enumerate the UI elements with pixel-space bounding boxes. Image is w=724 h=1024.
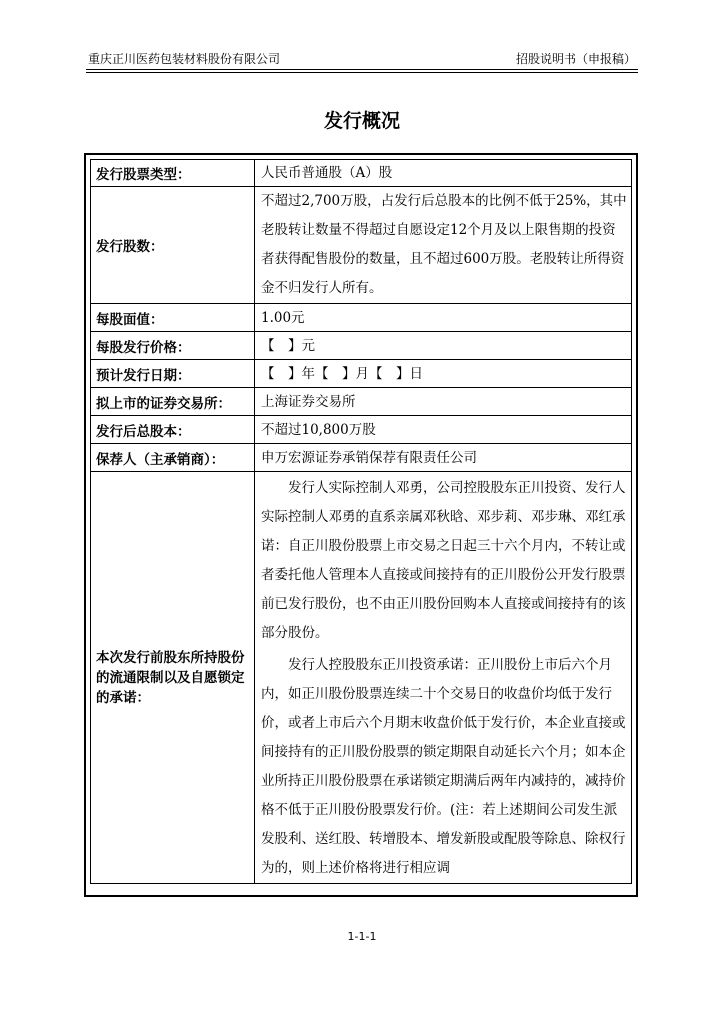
table-row (91, 388, 632, 416)
value-par-value: 1.00元 (255, 304, 632, 332)
header-rule-top (86, 69, 638, 70)
value-total-shares: 不超过10,800万股 (255, 416, 632, 444)
label-par-value: 每股面值： (91, 304, 255, 332)
label-issue-date: 预计发行日期： (91, 360, 255, 388)
value-stock-type: 人民币普通股（A）股 (255, 160, 632, 187)
label-lockup-commitment: 本次发行前股东所持股份的流通限制以及自愿锁定的承诺： (91, 472, 255, 884)
value-share-count: 不超过2,700万股，占发行后总股本的比例不低于25%，其中老股转让数量不得超过自愿设定12个月及以上限售期的投资者获得配售股份的数量，且不超过600万股。老股转让所得资金不归发行人所有。 (255, 187, 632, 304)
value-issue-price: 【 】元 (255, 332, 632, 360)
label-total-shares: 发行后总股本： (91, 416, 255, 444)
header-company-name: 重庆正川医药包装材料股份有限公司 (88, 52, 281, 66)
table-row (91, 472, 632, 884)
table-row (91, 160, 632, 187)
header-rule-bottom (86, 72, 638, 73)
offering-summary-table (90, 159, 632, 884)
label-stock-exchange: 拟上市的证券交易所： (91, 388, 255, 416)
table-row (91, 304, 632, 332)
label-issue-price: 每股发行价格： (91, 332, 255, 360)
header-document-type: 招股说明书（申报稿） (515, 52, 636, 66)
page-title: 发行概况 (323, 110, 400, 132)
label-sponsor: 保荐人（主承销商）： (91, 444, 255, 472)
table-row (91, 187, 632, 304)
label-share-count: 发行股数： (91, 187, 255, 304)
value-lockup-commitment (255, 472, 632, 884)
page-number: 1-1-1 (347, 930, 377, 943)
value-issue-date: 【 】年【 】月【 】日 (255, 360, 632, 388)
value-stock-exchange: 上海证券交易所 (255, 388, 632, 416)
label-stock-type: 发行股票类型： (91, 160, 255, 187)
table-row (91, 332, 632, 360)
commitment-paragraph: 发行人实际控制人邓勇，公司控股股东正川投资、发行人实际控制人邓勇的直系亲属邓秋晗、邓步莉、邓步琳、邓红承诺：自正川股份股票上市交易之日起三十六个月内，不转让或者委托他人管理本人直接或间接持有的正川股份公开发行股票前已发行股份，也不由正川股份回购本人直接或间接持有的该部分股份。 (261, 480, 626, 641)
value-sponsor: 申万宏源证券承销保荐有限责任公司 (255, 444, 632, 472)
table-row (91, 416, 632, 444)
table-row (91, 444, 632, 472)
table-row (91, 360, 632, 388)
commitment-paragraph: 发行人控股股东正川投资承诺：正川股份上市后六个月内，如正川股份股票连续二十个交易日的收盘价均低于发行价，或者上市后六个月期末收盘价低于发行价，本企业直接或间接持有的正川股份股票的锁定期限自动延长六个月；如本企业所持正川股份股票在承诺锁定期满后两年内减持的，减持价格不低于正川股份股票发行价。(注：若上述期间公司发生派发股利、送红股、转增股本、增发新股或配股等除息、除权行为的，则上述价格将进行相应调 (261, 657, 626, 876)
